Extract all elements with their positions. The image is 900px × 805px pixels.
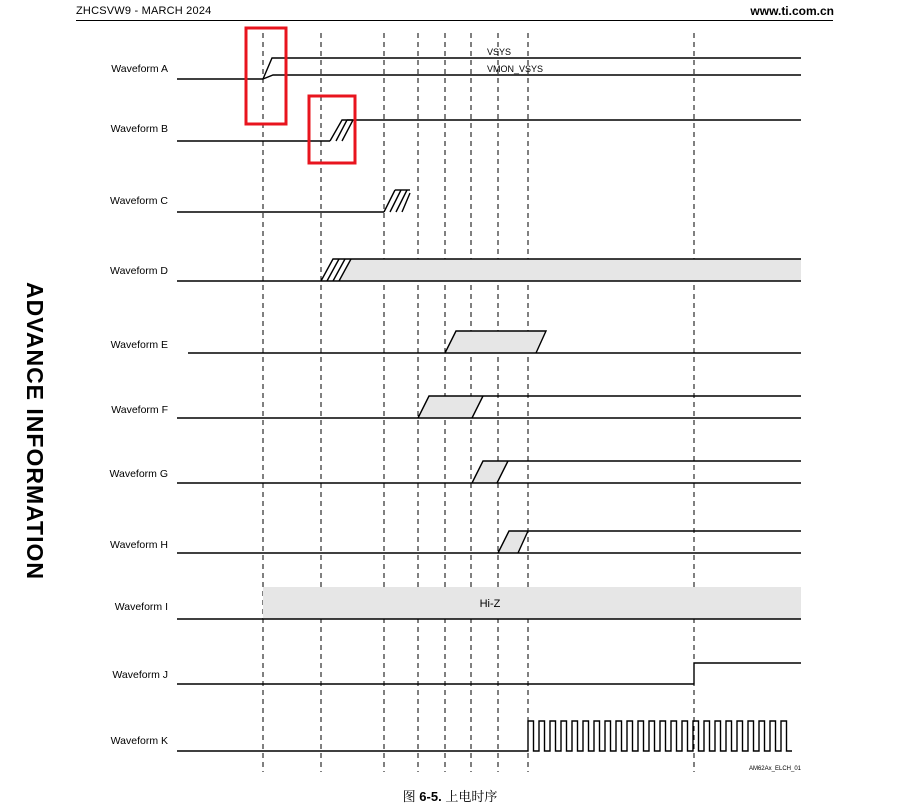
waveform-h-signal <box>177 531 801 553</box>
figure-caption: 图 6-5. 上电时序 <box>402 789 498 804</box>
waveform-d-signal <box>177 259 801 281</box>
waveform-label-i: Waveform I <box>114 601 168 613</box>
waveform-label-d: Waveform D <box>110 265 168 277</box>
highlight-box-a <box>246 28 286 124</box>
hiz-annotation: Hi-Z <box>479 598 501 610</box>
waveform-j-signal <box>177 663 801 684</box>
waveform-k-signal <box>177 721 792 751</box>
advance-information-label: ADVANCE INFORMATION <box>22 282 48 580</box>
waveform-f-signal <box>177 396 801 418</box>
waveform-label-g: Waveform G <box>109 468 168 480</box>
document-id: ZHCSVW9 - MARCH 2024 <box>76 5 212 17</box>
vsys-annotation: VSYS <box>487 47 512 57</box>
waveform-label-b: Waveform B <box>110 123 168 135</box>
waveform-label-e: Waveform E <box>110 339 168 351</box>
waveform-label-a: Waveform A <box>111 63 168 75</box>
waveform-label-f: Waveform F <box>111 404 168 416</box>
waveform-g-signal <box>177 461 801 483</box>
waveform-label-c: Waveform C <box>110 195 168 207</box>
site-url[interactable]: www.ti.com.cn <box>750 4 834 18</box>
waveform-label-h: Waveform H <box>110 539 168 551</box>
highlight-boxes <box>246 28 355 163</box>
waveform-c-signal <box>177 190 410 212</box>
waveform-label-j: Waveform J <box>112 669 168 681</box>
waveform-label-k: Waveform K <box>110 735 168 747</box>
figure-id: AM62Ax_ELCH_01 <box>748 766 801 772</box>
vmon-vsys-annotation: VMON_VSYS <box>487 64 544 74</box>
waveform-e-signal <box>188 331 801 353</box>
